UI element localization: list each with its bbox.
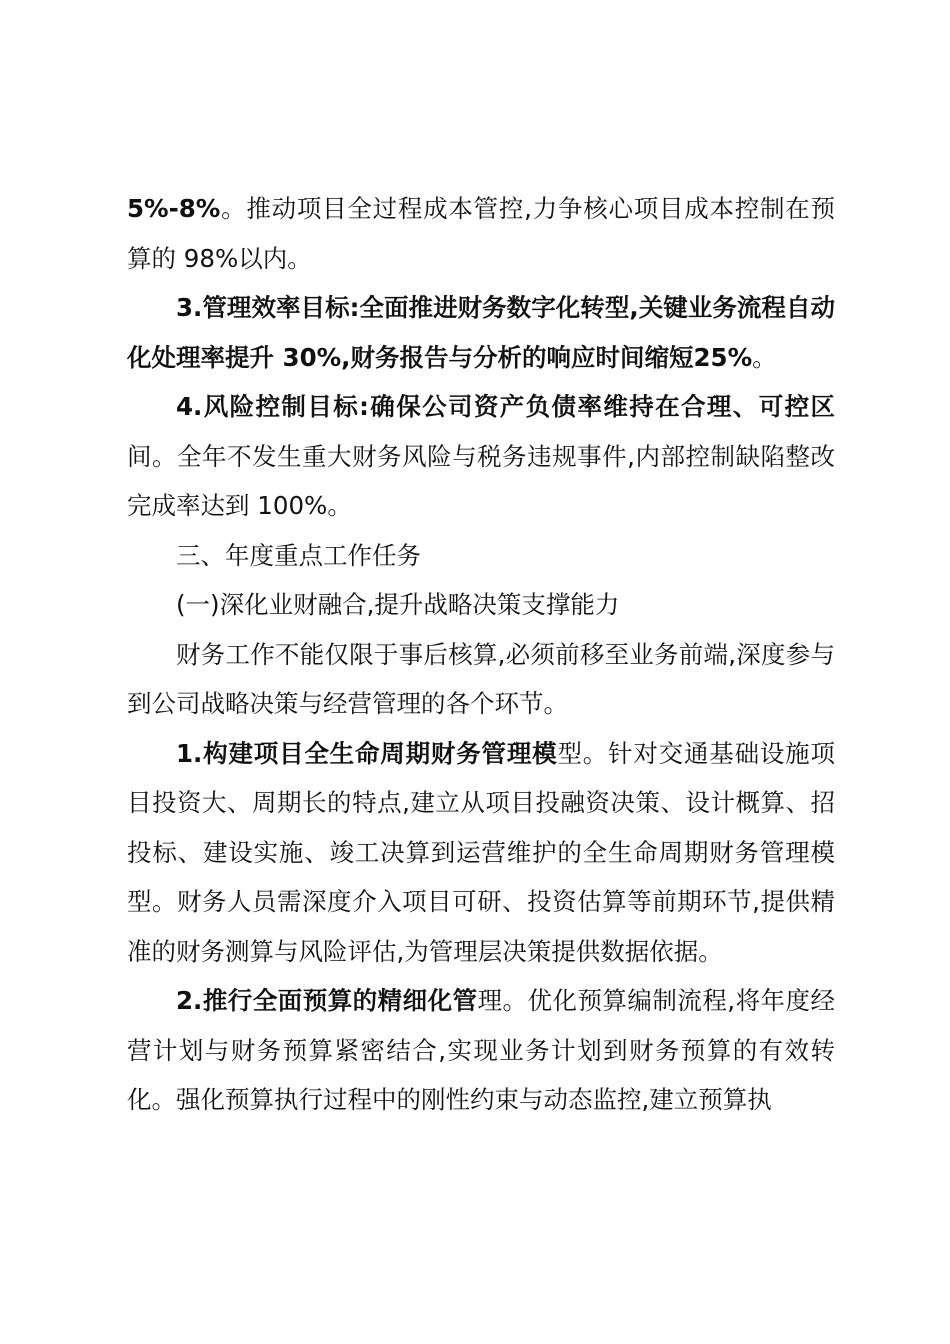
efficiency-target-end: 。 — [752, 342, 777, 372]
lifecycle-model-bold: 1.构建项目全生命周期财务管理模 — [176, 738, 558, 768]
paragraph-efficiency-target — [127, 283, 835, 382]
document-body — [127, 184, 835, 1125]
paragraph-risk-target — [127, 382, 835, 531]
budget-management-bold: 2.推行全面预算的精细化管 — [176, 986, 478, 1015]
paragraph-cost-target — [127, 184, 835, 283]
risk-target-text: 间。全年不发生重大财务风险与税务违规事件,内部控制缺陷整改完成率达到 100%。 — [127, 441, 835, 520]
subsection-heading: (一)深化业财融合,提升战略决策支撑能力 — [176, 590, 620, 619]
budget-management-text: 理。优化预算编制流程,将年度经营计划与财务预算紧密结合,实现业务计划到财务预算的有效转化。强化预算执行过程中的刚性约束与动态监控,建立预算执 — [127, 986, 835, 1114]
risk-target-bold: 4.风险控制目标:确保公司资产负债率维持在合理、可控区 — [176, 392, 835, 421]
lifecycle-model-text: 型。针对交通基础设施项目投资大、周期长的特点,建立从项目投融资决策、设计概算、招投标、建设实施、竣工决算到运营维护的全生命周期财务管理模型。财务人员需深度介入项目可研、投资估算等前期环节,提供精准的财务测算与风险评估,为管理层决策提供数据依据。 — [127, 738, 835, 966]
efficiency-target-bold: 3.管理效率目标:全面推进财务数字化转型,关键业务流程自动化处理率提升 30%,财务报告与分析的响应时间缩短25% — [127, 293, 835, 372]
section-heading: 三、年度重点工作任务 — [176, 540, 421, 570]
cost-range-bold: 5%-8% — [127, 194, 221, 223]
paragraph-finance-integration: 财务工作不能仅限于事后核算,必须前移至业务前端,深度参与到公司战略决策与经营管理的各个环节。 — [127, 639, 835, 718]
cost-target-text: 。推动项目全过程成本管控,力争核心项目成本控制在预算的 98%以内。 — [127, 194, 835, 273]
paragraph-lifecycle-model — [127, 729, 835, 977]
paragraph-budget-management — [127, 976, 835, 1125]
